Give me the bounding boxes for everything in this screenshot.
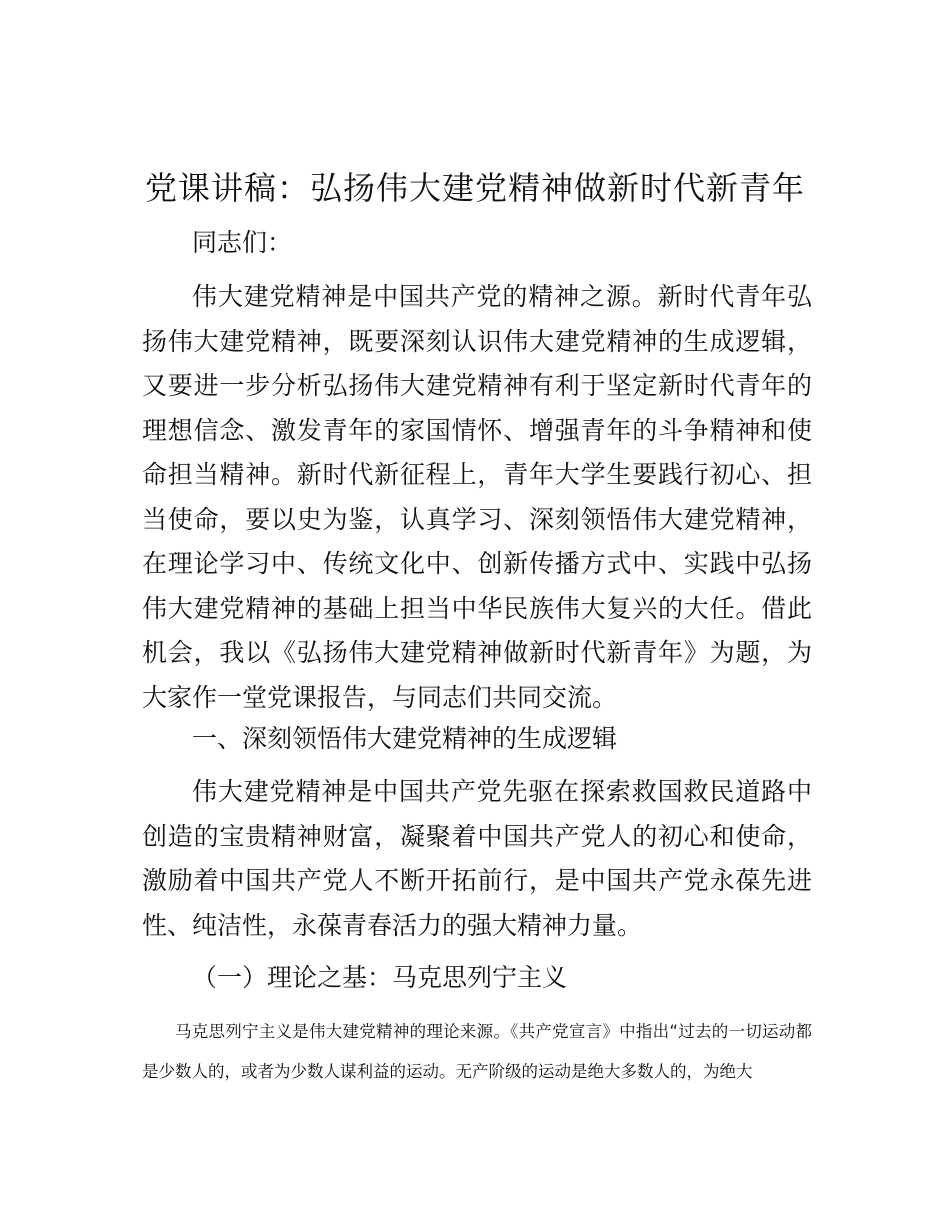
subsection-heading-1: （一）理论之基：马克思列宁主义: [192, 963, 568, 992]
salutation: 同志们：: [192, 228, 293, 257]
intro-paragraph: 伟大建党精神是中国共产党的精神之源。新时代青年弘扬伟大建党精神，既要深刻认识伟大建党精神的生成逻辑，又要进一步分析弘扬伟大建党精神有利于坚定新时代青年的理想信念、激发青年的家国情怀、增强青年的斗争精神和使命担当精神。新时代新征程上，青年大学生要践行初心、担当使命，要以史为鉴，认真学习、深刻领悟伟大建党精神，在理论学习中、传统文化中、创新传播方式中、实践中弘扬伟大建党精神的基础上担当中华民族伟大复兴的大任。借此机会，我以《弘扬伟大建党精神做新时代新青年》为题，为大家作一堂党课报告，与同志们共同交流。: [142, 282, 812, 712]
document-title: 党课讲稿：弘扬伟大建党精神做新时代新青年: [144, 169, 805, 207]
section-1-paragraph: 伟大建党精神是中国共产党先驱在探索救国救民道路中创造的宝贵精神财富，凝聚着中国共产党人的初心和使命，激励着中国共产党人不断开拓前行，是中国共产党永葆先进性、纯洁性，永葆青春活力的强大精神力量。: [142, 777, 812, 940]
subsection-1-paragraph: 马克思列宁主义是伟大建党精神的理论来源。《共产党宣言》中指出“过去的一切运动都是少数人的，或者为少数人谋利益的运动。无产阶级的运动是绝大多数人的，为绝大: [142, 1022, 812, 1081]
section-heading-1: 一、深刻领悟伟大建党精神的生成逻辑: [192, 724, 618, 753]
